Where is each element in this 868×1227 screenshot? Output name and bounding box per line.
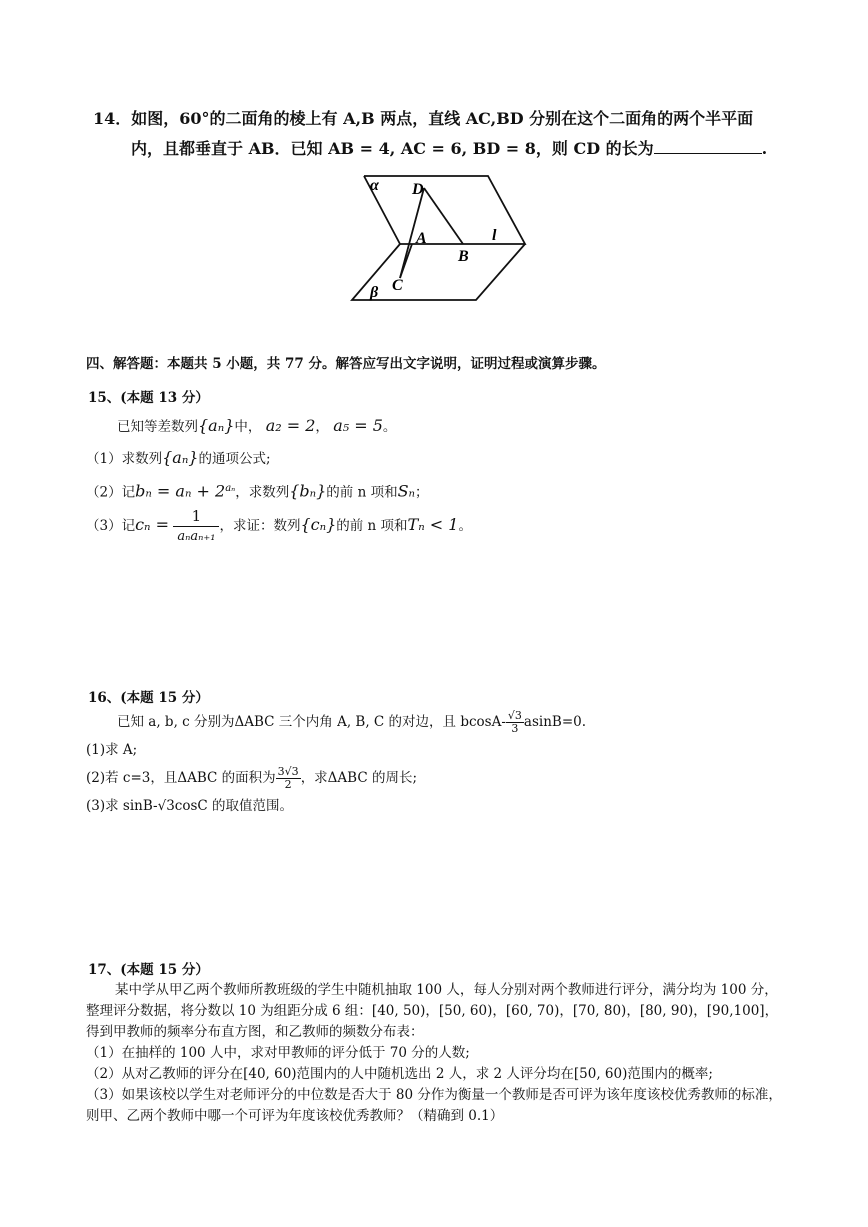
q16-part2 — [86, 766, 417, 791]
q15-p1-pre: 求数列 — [121, 451, 163, 467]
q14-number: 14． — [93, 109, 132, 128]
q16-intro-fraction — [506, 710, 524, 735]
q17-part1: （1）在抽样的 100 人中，求对甲教师的评分低于 70 分的人数; — [86, 1045, 470, 1061]
q14-line1 — [93, 106, 753, 129]
q17-part2: （2）从对乙教师的评分在[40, 60)范围内的人中随机选出 2 人，求 2 人评分均在[50, 60)范围内的概率; — [86, 1066, 713, 1082]
section4-heading: 四、解答题：本题共 5 小题，共 77 分。解答应写出文字说明，证明过程或演算步骤。 — [86, 356, 606, 372]
q15-a5: a₅ = 5 — [333, 416, 383, 435]
q15-p3-num: 1 — [173, 506, 219, 527]
q15-part3 — [86, 506, 472, 547]
q15-intro-end: 。 — [382, 419, 397, 435]
q15-p3-c: cₙ = — [135, 515, 170, 534]
q15-p3-pre: 记 — [121, 518, 136, 534]
label-C: C — [392, 277, 403, 294]
q15-p3-label: （3） — [86, 518, 122, 534]
q16-intro-pre: 已知 a, b, c 分别为ΔABC 三个内角 A, B, C 的对边，且 bcosA- — [117, 714, 506, 730]
q15-part1 — [86, 446, 271, 471]
q15-p3-seq: {cₙ} — [300, 515, 337, 534]
q15-intro — [117, 414, 396, 439]
q16-frac-den: 3 — [511, 722, 519, 735]
label-D: D — [412, 181, 424, 198]
q16-p2-pre: (2)若 c=3，且ΔABC 的面积为 — [86, 770, 276, 786]
q16-p2-frac-num: 3√3 — [277, 765, 299, 778]
q14-text-line2: 内，且都垂直于 AB．已知 AB = 4, AC = 6, BD = 8，则 CD 的长为 — [131, 139, 654, 158]
q15-p3-fraction — [173, 506, 219, 547]
label-B: B — [458, 248, 469, 265]
q16-title: 16、(本题 15 分） — [88, 690, 209, 706]
q15-p2-seq: {bₙ} — [289, 481, 327, 501]
q15-p2-label: （2） — [86, 484, 122, 501]
q15-p2-S: Sₙ — [397, 481, 416, 501]
label-A: A — [416, 230, 427, 247]
q15-p3-post: 的前 n 项和 — [336, 518, 408, 534]
q16-frac-num: √3 — [507, 709, 522, 722]
q15-p1-label: （1） — [86, 451, 122, 467]
q15-p3-T: Tₙ < 1 — [407, 515, 459, 534]
q14-text-line1: 如图，60°的二面角的棱上有 A,B 两点，直线 AC,BD 分别在这个二面角的两个半平面 — [131, 109, 754, 128]
q15-p2-formula: bₙ = aₙ + 2 — [135, 481, 226, 501]
q14-line2-end: . — [761, 139, 768, 158]
q15-p1-seq: {aₙ} — [162, 448, 199, 467]
q15-a2: a₂ = 2 — [265, 416, 316, 435]
segment-AC — [400, 244, 412, 278]
q17-part3: （3）如果该校以学生对老师评分的中位数是否大于 80 分作为衡量一个教师是否可评为该年度该校优秀教师的标准，则甲、乙两个教师中哪一个可评为年度该校优秀教师？（精确到 0.1） — [86, 1087, 782, 1124]
q15-p2-exp: aₙ — [225, 483, 236, 494]
q15-title: 15、(本题 13 分） — [88, 390, 209, 406]
q15-p2-pre: 记 — [121, 484, 136, 501]
q16-p2-post: ，求ΔABC 的周长; — [300, 770, 418, 786]
plane-alpha — [364, 176, 525, 244]
q15-p3-mid: ，求证：数列 — [219, 518, 301, 534]
q15-p2-post: 的前 n 项和 — [326, 484, 398, 501]
q15-p2-mid: ，求数列 — [235, 484, 290, 501]
q15-p2-end: ； — [415, 484, 429, 501]
q17-title: 17、(本题 15 分） — [88, 962, 209, 978]
q15-p1-post: 的通项公式; — [198, 451, 271, 467]
label-beta: β — [370, 284, 379, 301]
q15-intro-seq: {aₙ} — [198, 416, 235, 435]
q15-part2 — [86, 476, 429, 505]
label-alpha: α — [370, 177, 379, 194]
q15-p3-den: aₙaₙ₊₁ — [177, 529, 216, 544]
q16-part3: (3)求 sinB-√3cosC 的取值范围。 — [86, 798, 294, 814]
q14-line2 — [131, 136, 767, 159]
answer-blank — [654, 139, 762, 154]
q16-p2-frac-den: 2 — [284, 778, 292, 791]
q15-intro-pre: 已知等差数列 — [117, 419, 198, 435]
q16-intro — [117, 710, 586, 735]
q15-sep: ， — [315, 419, 329, 435]
q17-intro: 某中学从甲乙两个教师所教班级的学生中随机抽取 100 人，每人分别对两个教师进行评分，满分均为 100 分，整理评分数据，将分数以 10 为组距分成 6 组：[40, 50)，[50, 60)，[60, 70)，[70, 80)，[80, 90)，[90,100]，得到甲教师的频率分布直方图，和乙教师的频数分布表： — [86, 982, 779, 1040]
dihedral-angle-figure — [340, 170, 540, 310]
q16-p2-fraction — [276, 766, 301, 791]
q15-p3-end: 。 — [458, 518, 472, 534]
q16-intro-post: asinB=0. — [523, 714, 587, 730]
q15-intro-mid: 中， — [234, 419, 262, 435]
q16-part1: (1)求 A; — [86, 742, 138, 758]
label-l: l — [492, 227, 497, 244]
segment-DB — [424, 188, 463, 244]
